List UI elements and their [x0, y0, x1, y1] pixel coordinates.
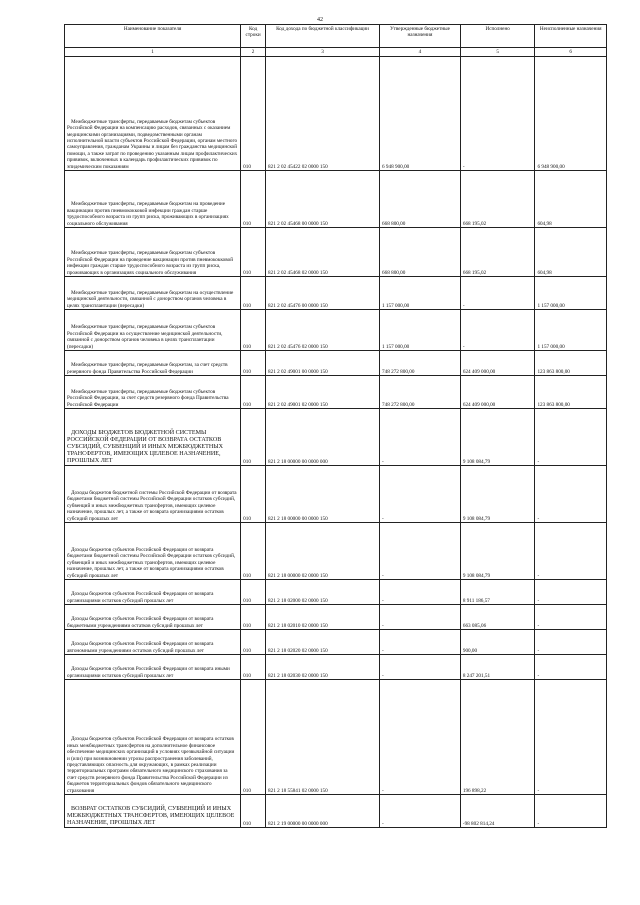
- header-line-code: Код строки: [241, 25, 266, 48]
- row-approved-amount: 1 157 000,00: [380, 310, 461, 351]
- table-row: [65, 376, 607, 409]
- row-indicator-text: Доходы бюджетов субъектов Российской Федерации от возврата организациями остатков субсидий прошлых лет: [67, 591, 214, 604]
- row-unexecuted-amount: -: [535, 655, 607, 680]
- row-indicator-name: [65, 409, 241, 466]
- row-indicator-name: [65, 376, 241, 409]
- row-indicator-text: Межбюджетные трансферты, передаваемые бюджетам субъектов Российской Федерации на компенсацию расходов, связанных с оказанием медицинскими организациями, подведомственными органам исполнительной власти субъектов Российской Федерации, органам местного самоуправления, гражданам Украины и лицам без гражданства медицинской помощи, а также затрат по проведению указанным лицам профилактических прививок, включенных в календарь профилактических прививок по эпидемическим показаниям: [67, 118, 238, 170]
- row-unexecuted-amount: -: [535, 580, 607, 605]
- table-row: [65, 351, 607, 376]
- header-indicator-name: Наименование показателя: [65, 25, 241, 48]
- table-row: [65, 795, 607, 828]
- row-income-code: 821 2 02 49001 02 0000 150: [266, 376, 380, 409]
- header-income-code: Код дохода по бюджетной классификации: [266, 25, 380, 48]
- row-executed-amount: 9 108 084,79: [460, 409, 535, 466]
- table-row: [65, 466, 607, 523]
- table-row: [65, 680, 607, 795]
- row-line-code: 010: [241, 409, 266, 466]
- header-executed: Исполнено: [460, 25, 535, 48]
- row-approved-amount: -: [380, 655, 461, 680]
- row-line-code: 010: [241, 466, 266, 523]
- row-income-code: 821 2 02 49001 00 0000 150: [266, 351, 380, 376]
- row-line-code: 010: [241, 57, 266, 171]
- row-approved-amount: -: [380, 409, 461, 466]
- row-line-code: 010: [241, 310, 266, 351]
- row-indicator-text: Доходы бюджетов субъектов Российской Федерации от возврата автономными учреждениями остатков субсидий прошлых лет: [67, 641, 214, 654]
- row-income-code: 821 2 18 02000 02 0000 150: [266, 580, 380, 605]
- row-indicator-name: [65, 466, 241, 523]
- row-indicator-name: [65, 228, 241, 277]
- row-approved-amount: 1 157 000,00: [380, 277, 461, 310]
- row-approved-amount: -: [380, 680, 461, 795]
- row-indicator-name: [65, 680, 241, 795]
- row-line-code: 010: [241, 171, 266, 228]
- table-row: [65, 57, 607, 171]
- row-indicator-text: Доходы бюджетов субъектов Российской Федерации от возврата бюджетными учреждениями остатков субсидий прошлых лет: [67, 616, 214, 629]
- row-unexecuted-amount: -: [535, 680, 607, 795]
- column-number: 5: [460, 48, 535, 57]
- row-indicator-name: [65, 171, 241, 228]
- row-executed-amount: -98 802 814,24: [460, 795, 535, 828]
- row-income-code: 821 2 18 02020 02 0000 150: [266, 630, 380, 655]
- row-unexecuted-amount: -: [535, 409, 607, 466]
- row-unexecuted-amount: 123 863 800,00: [535, 351, 607, 376]
- row-executed-amount: -: [460, 57, 535, 171]
- column-number: 4: [380, 48, 461, 57]
- table-row: [65, 310, 607, 351]
- row-indicator-text: Доходы бюджетов субъектов Российской Федерации от возврата бюджетами бюджетной системы Российской Федерации остатков субсидий, субвенций и иных межбюджетных трансфертов, имеющих целевое назначение, прошлых лет, а также от возврата организациями остатков субсидий прошлых лет: [67, 546, 236, 579]
- row-approved-amount: 748 272 800,00: [380, 376, 461, 409]
- row-executed-amount: 8 911 186,57: [460, 580, 535, 605]
- row-approved-amount: -: [380, 580, 461, 605]
- row-executed-amount: 196 898,22: [460, 680, 535, 795]
- table-row: [65, 580, 607, 605]
- row-unexecuted-amount: -: [535, 605, 607, 630]
- row-income-code: 821 2 18 00000 00 0000 000: [266, 409, 380, 466]
- row-approved-amount: 6 948 900,00: [380, 57, 461, 171]
- row-indicator-text: Межбюджетные трансферты, передаваемые бюджетам, за счет средств резервного фонда Правительства Российской Федерации: [67, 362, 228, 375]
- row-unexecuted-amount: 604,98: [535, 171, 607, 228]
- row-approved-amount: -: [380, 466, 461, 523]
- row-approved-amount: 668 800,00: [380, 228, 461, 277]
- row-line-code: 010: [241, 376, 266, 409]
- row-indicator-text: Межбюджетные трансферты, передаваемые бюджетам субъектов Российской Федерации, за счет средств резервного фонда Правительства Российской Федерации: [67, 388, 229, 408]
- row-executed-amount: 624 409 000,00: [460, 376, 535, 409]
- row-executed-amount: 8 247 201,51: [460, 655, 535, 680]
- table-row: [65, 523, 607, 580]
- row-executed-amount: 900,00: [460, 630, 535, 655]
- row-income-code: 821 2 18 55841 02 0000 150: [266, 680, 380, 795]
- row-indicator-name: [65, 277, 241, 310]
- row-unexecuted-amount: 1 157 000,00: [535, 310, 607, 351]
- header-unexecuted: Неисполненные назначения: [535, 25, 607, 48]
- column-number: 2: [241, 48, 266, 57]
- row-approved-amount: -: [380, 605, 461, 630]
- column-numbers-row: [65, 48, 607, 57]
- row-line-code: 010: [241, 277, 266, 310]
- table-row: [65, 630, 607, 655]
- row-unexecuted-amount: 123 863 800,00: [535, 376, 607, 409]
- row-line-code: 010: [241, 605, 266, 630]
- row-executed-amount: 9 108 084,79: [460, 523, 535, 580]
- row-income-code: 821 2 18 00000 02 0000 150: [266, 523, 380, 580]
- table-header-row: [65, 25, 607, 48]
- row-executed-amount: 668 195,02: [460, 228, 535, 277]
- row-unexecuted-amount: -: [535, 630, 607, 655]
- row-unexecuted-amount: -: [535, 795, 607, 828]
- row-indicator-text: ДОХОДЫ БЮДЖЕТОВ БЮДЖЕТНОЙ СИСТЕМЫ РОССИЙСКОЙ ФЕДЕРАЦИИ ОТ ВОЗВРАТА ОСТАТКОВ СУБСИДИЙ, СУБВЕНЦИЙ И ИНЫХ МЕЖБЮДЖЕТНЫХ ТРАНСФЕРТОВ, ИМЕЮЩИХ ЦЕЛЕВОЕ НАЗНАЧЕНИЕ, ПРОШЛЫХ ЛЕТ: [67, 430, 223, 464]
- row-indicator-text: Доходы бюджетов субъектов Российской Федерации от возврата иными организациями остатков субсидий прошлых лет: [67, 666, 230, 679]
- row-indicator-text: Межбюджетные трансферты, передаваемые бюджетам субъектов Российской Федерации на проведение вакцинации против пневмококковой инфекции граждан старше трудоспособного возраста из групп риска, проживающих в организациях социального обслуживания: [67, 250, 233, 276]
- row-line-code: 010: [241, 351, 266, 376]
- row-income-code: 821 2 02 45476 00 0000 150: [266, 277, 380, 310]
- row-unexecuted-amount: 6 948 900,00: [535, 57, 607, 171]
- table-row: [65, 277, 607, 310]
- column-number: 1: [65, 48, 241, 57]
- row-income-code: 821 2 18 02010 02 0000 150: [266, 605, 380, 630]
- row-indicator-name: [65, 795, 241, 828]
- row-income-code: 821 2 02 45422 02 0000 150: [266, 57, 380, 171]
- row-approved-amount: 748 272 800,00: [380, 351, 461, 376]
- row-executed-amount: 9 108 084,79: [460, 466, 535, 523]
- row-indicator-name: [65, 57, 241, 171]
- row-unexecuted-amount: -: [535, 466, 607, 523]
- budget-execution-table: [64, 24, 607, 828]
- row-indicator-name: [65, 655, 241, 680]
- header-approved: Утвержденные бюджетные назначения: [380, 25, 461, 48]
- row-line-code: 010: [241, 228, 266, 277]
- row-line-code: 010: [241, 795, 266, 828]
- row-indicator-name: [65, 523, 241, 580]
- row-executed-amount: 668 195,02: [460, 171, 535, 228]
- table-row: [65, 605, 607, 630]
- row-approved-amount: -: [380, 523, 461, 580]
- row-approved-amount: -: [380, 630, 461, 655]
- row-line-code: 010: [241, 630, 266, 655]
- row-unexecuted-amount: 604,98: [535, 228, 607, 277]
- row-unexecuted-amount: -: [535, 523, 607, 580]
- page-number: 42: [317, 17, 323, 23]
- row-income-code: 821 2 18 00000 00 0000 150: [266, 466, 380, 523]
- row-income-code: 821 2 02 45476 02 0000 150: [266, 310, 380, 351]
- row-indicator-text: Межбюджетные трансферты, передаваемые бюджетам на проведение вакцинации против пневмококковой инфекции граждан старше трудоспособного возраста из групп риска, проживающих в организациях социального обслуживания: [67, 201, 229, 227]
- column-number: 3: [266, 48, 380, 57]
- row-line-code: 010: [241, 580, 266, 605]
- row-indicator-text: Доходы бюджетов бюджетной системы Российской Федерации от возврата бюджетами бюджетной системы Российской Федерации остатков субсидий, субвенций и иных межбюджетных трансфертов, имеющих целевое назначение, прошлых лет, а также от возврата организациями остатков субсидий прошлых лет: [67, 489, 237, 522]
- row-line-code: 010: [241, 523, 266, 580]
- row-income-code: 821 2 18 02030 02 0000 150: [266, 655, 380, 680]
- row-indicator-text: Межбюджетные трансферты, передаваемые бюджетам субъектов Российской Федерации на осуществление медицинской деятельности, связанной с донорством органов человека в целях трансплантации (пересадки): [67, 324, 223, 350]
- table-row: [65, 228, 607, 277]
- row-executed-amount: -: [460, 310, 535, 351]
- column-number: 6: [535, 48, 607, 57]
- row-executed-amount: -: [460, 277, 535, 310]
- row-line-code: 010: [241, 680, 266, 795]
- row-indicator-name: [65, 310, 241, 351]
- row-indicator-text: Межбюджетные трансферты, передаваемые бюджетам на осуществление медицинской деятельности, связанной с донорством органов человека в целях трансплантации (пересадки): [67, 289, 234, 309]
- row-indicator-name: [65, 605, 241, 630]
- row-indicator-name: [65, 630, 241, 655]
- table-row: [65, 409, 607, 466]
- row-approved-amount: -: [380, 795, 461, 828]
- row-indicator-name: [65, 580, 241, 605]
- row-indicator-text: ВОЗВРАТ ОСТАТКОВ СУБСИДИЙ, СУБВЕНЦИЙ И ИНЫХ МЕЖБЮДЖЕТНЫХ ТРАНСФЕРТОВ, ИМЕЮЩИХ ЦЕЛЕВОЕ НАЗНАЧЕНИЕ, ПРОШЛЫХ ЛЕТ: [67, 806, 235, 826]
- table-row: [65, 171, 607, 228]
- row-executed-amount: 624 409 000,00: [460, 351, 535, 376]
- row-income-code: 821 2 19 00000 00 0000 000: [266, 795, 380, 828]
- row-approved-amount: 668 800,00: [380, 171, 461, 228]
- table-row: [65, 655, 607, 680]
- row-unexecuted-amount: 1 157 000,00: [535, 277, 607, 310]
- row-income-code: 821 2 02 45468 00 0000 150: [266, 171, 380, 228]
- row-indicator-name: [65, 351, 241, 376]
- row-executed-amount: 663 085,06: [460, 605, 535, 630]
- row-line-code: 010: [241, 655, 266, 680]
- row-indicator-text: Доходы бюджетов субъектов Российской Федерации от возврата остатков иных межбюджетных трансфертов на дополнительное финансовое обеспечение медицинских организаций в условиях чрезвычайной ситуации и (или) при возникновении угрозы распространения заболеваний, представляющих опасность для окружающих, в рамках реализации территориальных программ обязательного медицинского страхования за счет средств резервного фонда Правительства Российской Федерации из бюджетов территориальных фондов обязательного медицинского страхования: [67, 736, 235, 794]
- row-income-code: 821 2 02 45468 02 0000 150: [266, 228, 380, 277]
